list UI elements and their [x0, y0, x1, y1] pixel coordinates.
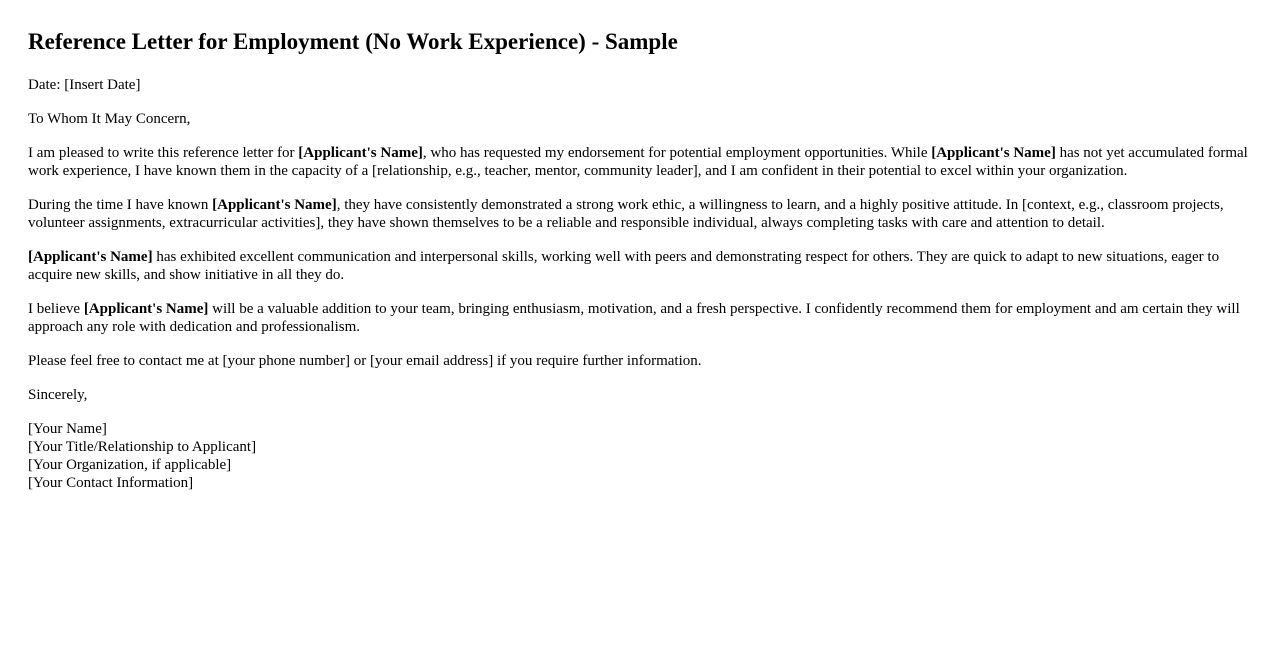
- signature-organization: [Your Organization, if applicable]: [28, 457, 232, 473]
- applicant-name-placeholder: [Applicant's Name]: [931, 145, 1056, 161]
- paragraph-recommendation: [28, 300, 1250, 336]
- paragraph-text: , who has requested my endorsement for potential employment opportunities. While: [422, 145, 932, 161]
- applicant-name-placeholder: [Applicant's Name]: [83, 301, 209, 317]
- paragraph-text: I am pleased to write this reference letter for: [28, 145, 299, 161]
- paragraph-contact: Please feel free to contact me at [your phone number] or [your email address] if you require further information.: [28, 353, 702, 369]
- signature-contact: [Your Contact Information]: [28, 475, 194, 491]
- applicant-name-placeholder: [Applicant's Name]: [28, 249, 153, 265]
- paragraph-text: will be a valuable addition to your team, bringing enthusiasm, motivation, and a fresh perspective. I confidently recommend them for employment and am certain they will approach any role with dedication and professionalism.: [28, 301, 1240, 335]
- paragraph-skills: [28, 248, 1250, 284]
- salutation: To Whom It May Concern,: [28, 111, 191, 127]
- signature-block: [28, 420, 1250, 492]
- signature-name: [Your Name]: [28, 421, 107, 437]
- closing: Sincerely,: [28, 387, 88, 403]
- applicant-name-placeholder: [Applicant's Name]: [298, 145, 423, 161]
- date-line: Date: [Insert Date]: [28, 77, 141, 93]
- paragraph-work-ethic: [28, 196, 1250, 232]
- signature-title: [Your Title/Relationship to Applicant]: [28, 439, 257, 455]
- paragraph-text: I believe: [28, 301, 84, 317]
- paragraph-text: , they have consistently demonstrated a strong work ethic, a willingness to learn, and a highly positive attitude. In [context, e.g., classroom projects, volunteer assignments, extracurricular activities], they have shown themselves to be a reliable and responsible individual, always completing tasks with care and attention to detail.: [28, 197, 1224, 231]
- paragraph-text: During the time I have known: [28, 197, 213, 213]
- page-title: Reference Letter for Employment (No Work Experience) - Sample: [28, 29, 678, 54]
- paragraph-text: has not yet accumulated formal work experience, I have known them in the capacity of a [relationship, e.g., teacher, mentor, community leader], and I am confident in their potential to excel within your organization.: [28, 145, 1248, 179]
- applicant-name-placeholder: [Applicant's Name]: [212, 197, 337, 213]
- paragraph-text: has exhibited excellent communication and interpersonal skills, working well with peers and demonstrating respect for others. They are quick to adapt to new situations, eager to acquire new skills, and show initiative in all they do.: [28, 249, 1220, 283]
- paragraph-intro: [28, 144, 1250, 180]
